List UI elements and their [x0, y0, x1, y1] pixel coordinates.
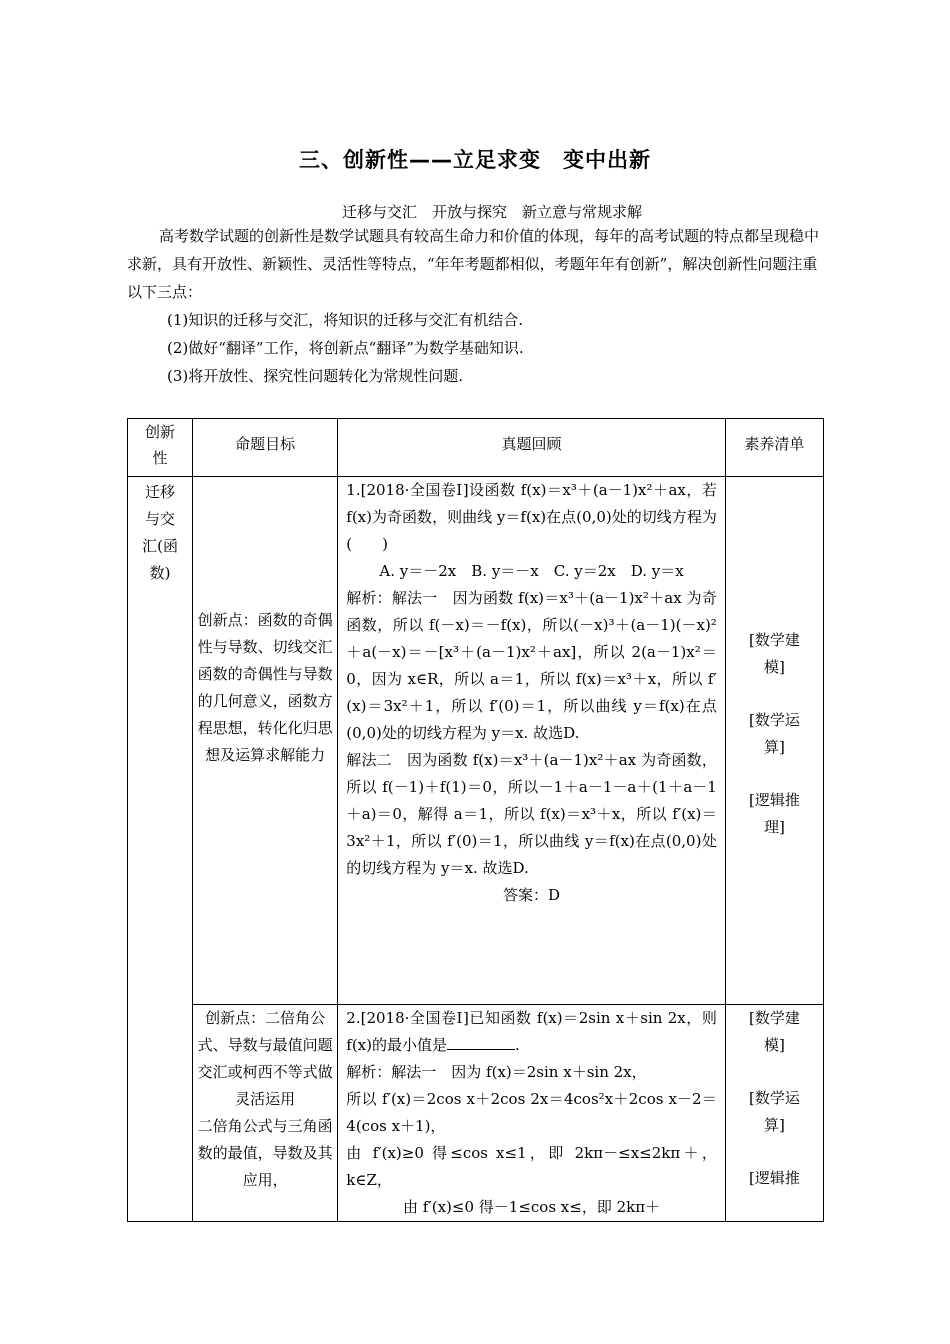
skills-cell [725, 477, 823, 1005]
intro-point: (3)将开放性、探究性问题转化为常规性问题. [167, 367, 464, 385]
skill-tag: [数学建模] [748, 1009, 800, 1054]
header-cell: 创新性 [128, 419, 193, 477]
header-cell: 命题目标 [193, 419, 338, 477]
skill-tag: [逻辑推理] [748, 791, 800, 836]
section-subtitle: 迁移与交汇 开放与探究 新立意与常规求解 [341, 203, 642, 221]
header-cell: 素养清单 [725, 419, 823, 477]
problem-cell [338, 1005, 726, 1222]
answer-text: 答案：D [503, 886, 561, 904]
problem-text: 2.[2018·全国卷Ⅰ]已知函数 f(x)＝2sin x＋sin 2x，则 f(x)的最小值是 . [346, 1009, 717, 1054]
table-row [128, 1005, 824, 1222]
goal-cell: 创新点：函数的奇偶性与导数、切线交汇 函数的奇偶性与导数的几何意义，函数方程思想，转化化归思想及运算求解能力 [193, 477, 338, 1005]
intro-point: (1)知识的迁移与交汇，将知识的迁移与交汇有机结合. [167, 311, 524, 329]
category-cell: 迁移与交汇(函数) [128, 477, 193, 1222]
page-title: 三、创新性——立足求变 变中出新 [299, 148, 651, 172]
table-header-row [128, 419, 824, 477]
answer-choices: A. y＝－2x B. y＝－x C. y＝2x D. y＝x [379, 562, 684, 580]
intro-paragraph: 高考数学试题的创新性是数学试题具有较高生命力和价值的体现，每年的高考试题的特点都呈现稳中求新，具有开放性、新颖性、灵活性等特点，“年年考题都相似，考题年年有创新”，解决创新性问题注重以下三点： [127, 227, 820, 301]
problem-cell [338, 477, 726, 1005]
skill-tag: [逻辑推 [748, 1169, 800, 1187]
intro-text [127, 222, 827, 390]
skills-cell [725, 1005, 823, 1222]
header-cell: 真题回顾 [338, 419, 726, 477]
solution-method-1: 解析：解法一 因为函数 f(x)＝x³＋(a－1)x²＋ax 为奇函数，所以 f(－x)＝－f(x)，所以(－x)³＋(a－1)(－x)²＋a(－x)＝－[x³＋(a－1)x²＋ax]，所以 2(a－1)x²＝0，因为 x∈R，所以 a＝1，所以 f(x)＝x³＋x，所以 f′(x)＝3x²＋1，所以 f′(0)＝1，所以曲线 y＝f(x)在点(0,0)处的切线方程为 y＝x. 故选D. [346, 589, 717, 742]
table-row [128, 477, 824, 1005]
intro-point: (2)做好“翻译”工作，将创新点“翻译”为数学基础知识. [167, 339, 524, 357]
solution-method-2: 解法二 因为函数 f(x)＝x³＋(a－1)x²＋ax 为奇函数，所以 f(－1)＋f(1)＝0，所以－1＋a－1－a＋(1＋a－1＋a)＝0，解得 a＝1，所以 f(x)＝x³＋x，所以 f′(x)＝3x²＋1，所以 f′(0)＝1，所以曲线 y＝f(x)在点(0,0)处的切线方程为 y＝x. 故选D. [346, 751, 717, 877]
skill-tag: [数学建模] [748, 631, 800, 676]
skill-tag: [数学运算] [748, 711, 800, 756]
solution-line: 由 f′(x)≥0 得≤cos x≤1，即 2kπ－≤x≤2kπ＋，k∈Z， [346, 1144, 717, 1189]
problem-text: 1.[2018·全国卷Ⅰ]设函数 f(x)＝x³＋(a－1)x²＋ax，若 f(x)为奇函数，则曲线 y＝f(x)在点(0,0)处的切线方程为( ) [346, 481, 717, 553]
innovation-table [127, 418, 824, 1222]
goal-cell: 创新点：二倍角公式、导数与最值问题交汇或柯西不等式做灵活运用 二倍角公式与三角函数的最值，导数及其应用， [193, 1005, 338, 1222]
solution-line: 解析：解法一 因为 f(x)＝2sin x＋sin 2x， [346, 1063, 647, 1081]
answer-blank [447, 1034, 515, 1050]
solution-line: 由 f′(x)≤0 得－1≤cos x≤，即 2kπ＋ [403, 1198, 661, 1216]
skill-tag: [数学运算] [748, 1089, 800, 1134]
solution-line: 所以 f′(x)＝2cos x＋2cos 2x＝4cos²x＋2cos x－2＝4(cos x＋1)， [346, 1090, 717, 1135]
